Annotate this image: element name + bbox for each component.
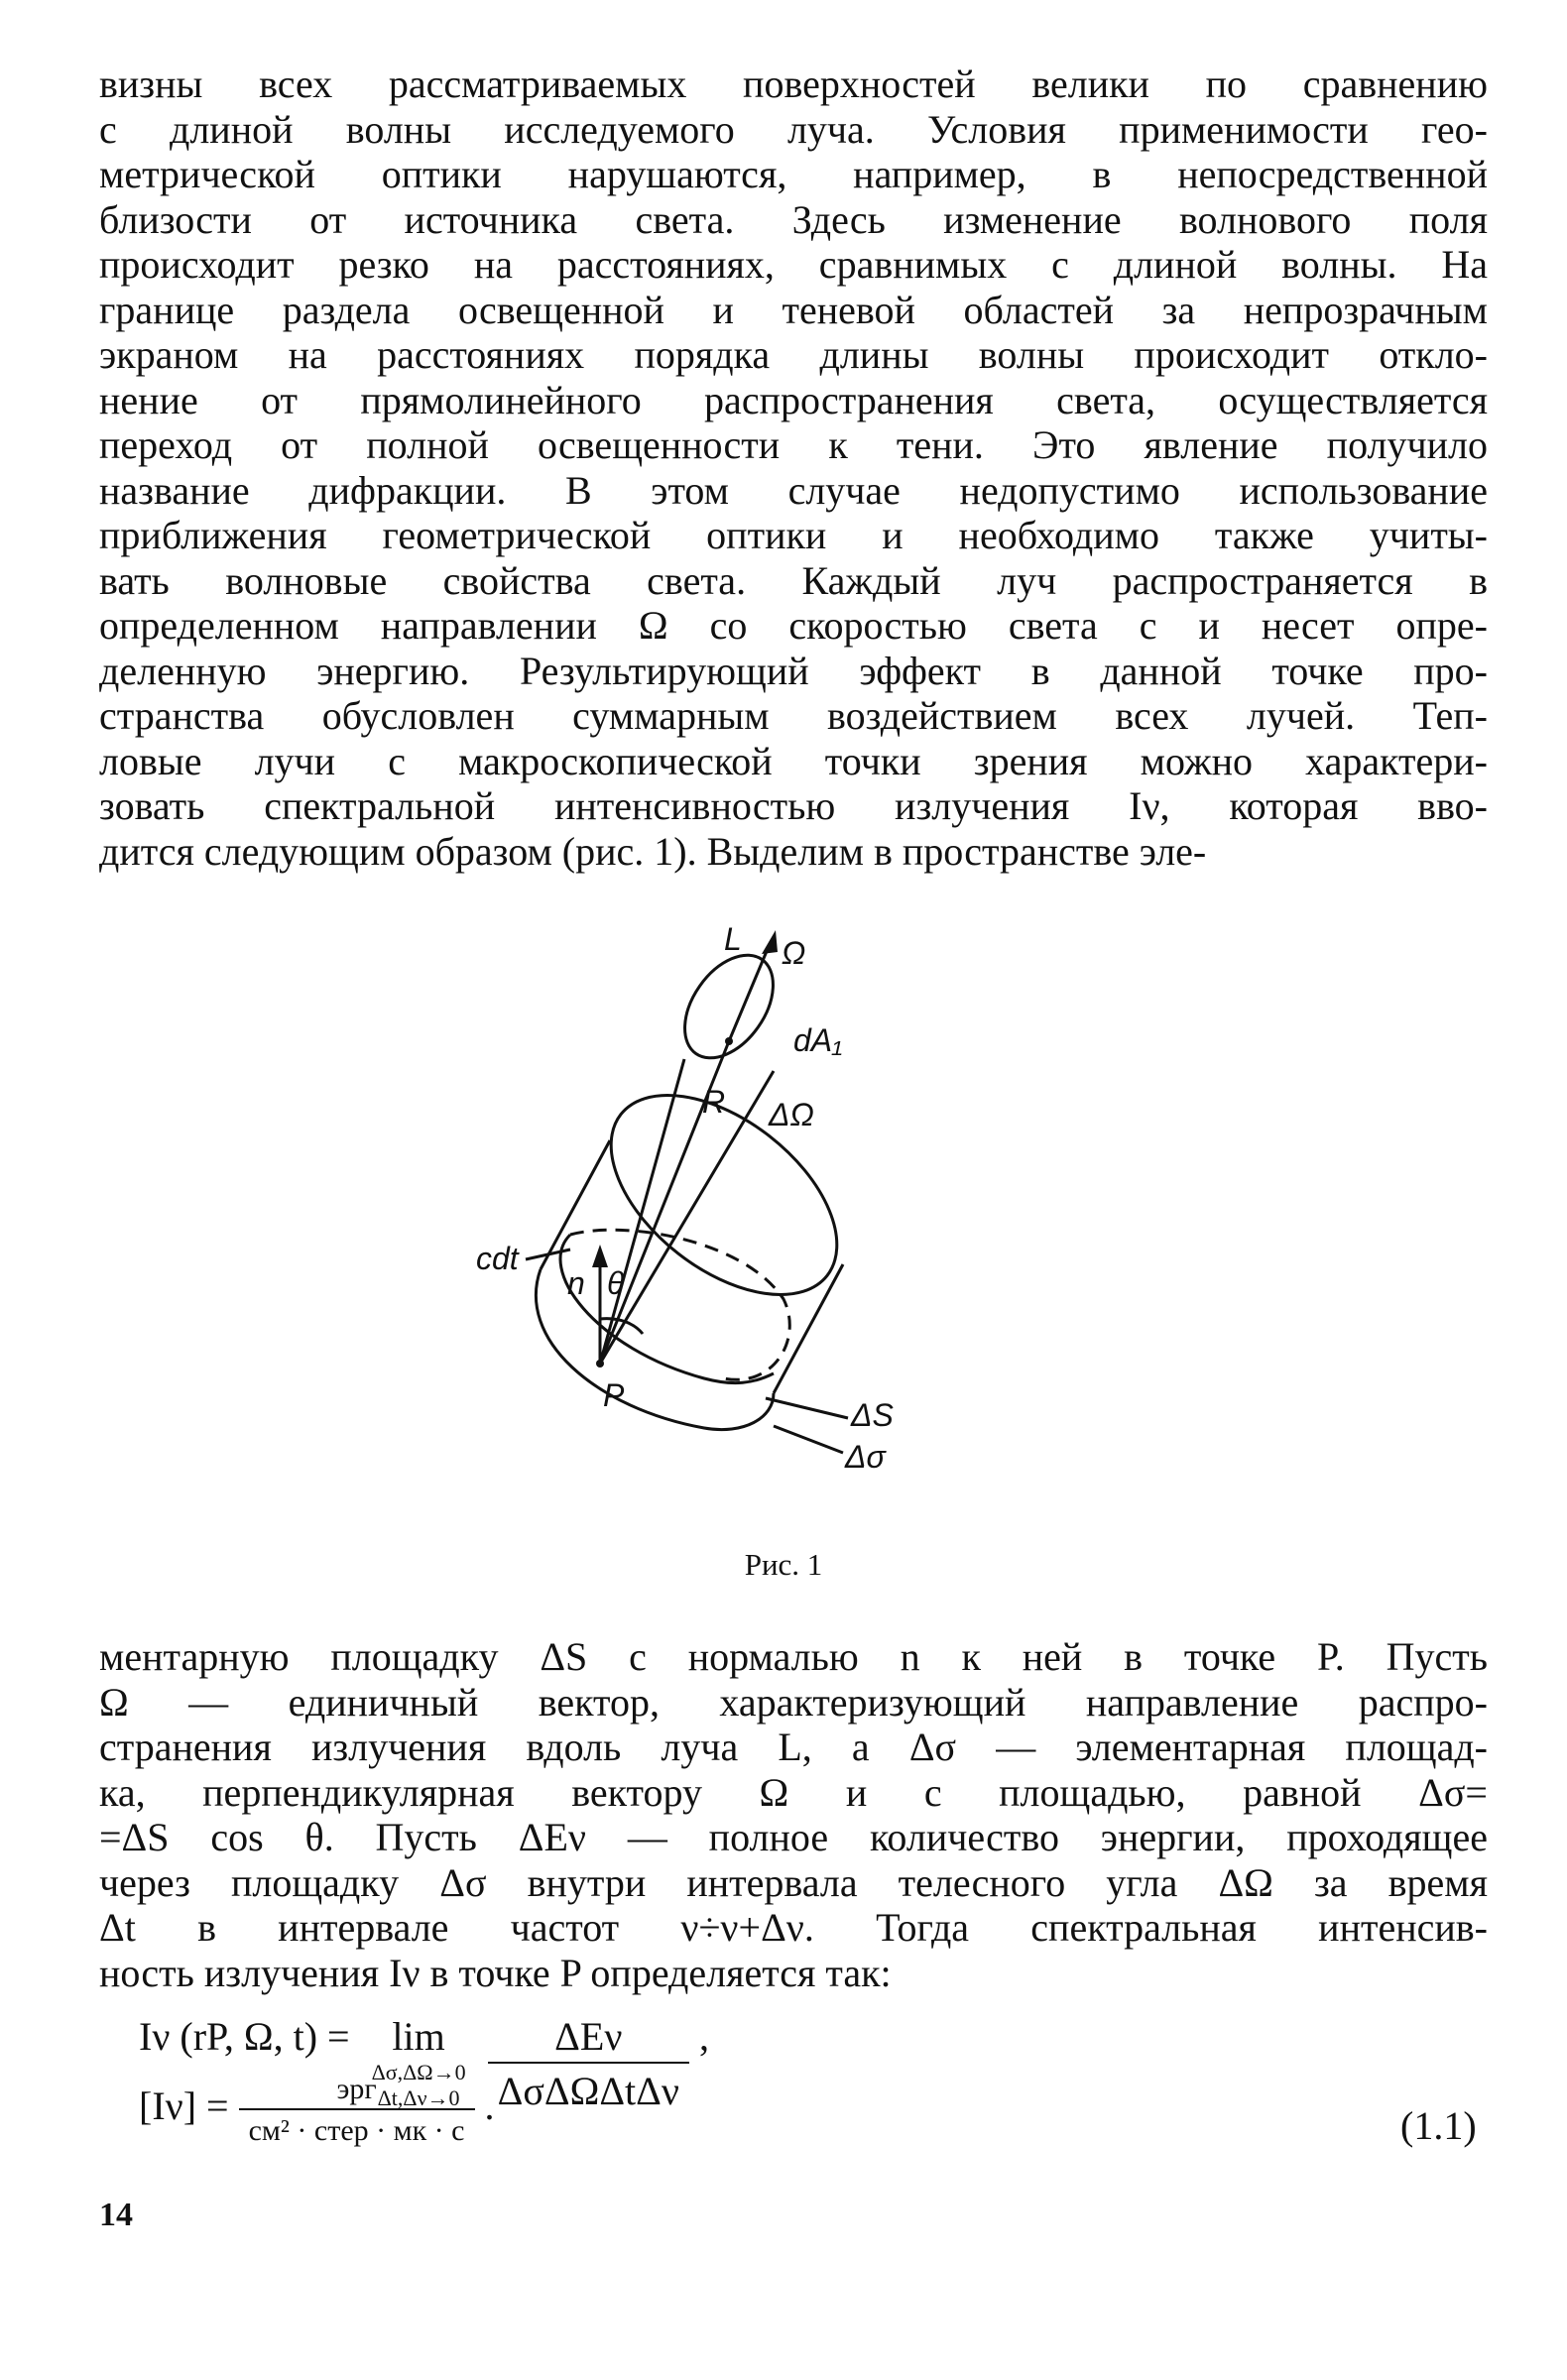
ray-line-right bbox=[600, 1071, 774, 1364]
text-line: метрической оптики нарушаются, например, в непосредственной bbox=[99, 152, 1488, 196]
paragraph-2 bbox=[99, 1634, 1488, 1995]
text-line: близости от источника света. Здесь изменение волнового поля bbox=[99, 196, 1488, 242]
normal-arrowhead bbox=[592, 1245, 608, 1267]
text-line: странства обусловлен суммарным воздействием всех лучей. Теп- bbox=[99, 693, 1488, 738]
paragraph-1 bbox=[99, 61, 1488, 874]
text-line: вать волновые свойства света. Каждый луч распространяется в bbox=[99, 557, 1488, 603]
figure-1 bbox=[476, 922, 1091, 1537]
leader-dsigma bbox=[774, 1426, 843, 1453]
formula-2-denominator: см² · стер · мк · с bbox=[248, 2114, 465, 2147]
text-line: дится следующим образом (рис. 1). Выделим в пространстве эле- bbox=[99, 828, 1207, 874]
text-line: определенном направлении Ω со скоростью света c и несет опре- bbox=[99, 603, 1488, 648]
text-line: происходит резко на расстояниях, сравнимых с длиной волны. На bbox=[99, 242, 1488, 287]
text-line: Δt в интервале частот ν÷ν+Δν. Тогда спектральная интенсив- bbox=[99, 1905, 1488, 1950]
leader-dS bbox=[766, 1398, 848, 1418]
label-L: L bbox=[724, 922, 742, 957]
text-line: зовать спектральной интенсивностью излучения Iν, которая вво- bbox=[99, 783, 1488, 828]
cylinder-side-right bbox=[774, 1264, 843, 1393]
label-P: P bbox=[603, 1377, 625, 1413]
label-R: R bbox=[702, 1084, 726, 1120]
label-dA1: dA₁ bbox=[793, 1022, 843, 1058]
text-line: визны всех рассматриваемых поверхностей велики по сравнению bbox=[99, 61, 1488, 106]
equation-number: (1.1) bbox=[1400, 2103, 1477, 2148]
page-number: 14 bbox=[99, 2197, 133, 2233]
text-line: ка, перпендикулярная вектору Ω и с площадью, равной Δσ= bbox=[99, 1769, 1488, 1815]
formula-2-trail: . bbox=[484, 2083, 495, 2129]
text-line: переход от полной освещенности к тени. Это явление получило bbox=[99, 422, 1488, 467]
formula-2 bbox=[139, 2073, 495, 2148]
point-P bbox=[596, 1360, 604, 1368]
formula-1-lhs: Iν (rP, Ω, t) = bbox=[139, 2014, 350, 2059]
text-line: =ΔS cos θ. Пусть ΔEν — полное количество энергии, проходящее bbox=[99, 1815, 1488, 1859]
text-line: Ω — единичный вектор, характеризующий направление распро- bbox=[99, 1679, 1488, 1725]
formula-1-lim-sub1: Δσ,ΔΩ→0 bbox=[371, 2060, 466, 2084]
formula-2-lhs: [Iν] = bbox=[139, 2083, 229, 2129]
formula-1-trail: , bbox=[698, 2014, 709, 2059]
text-line: границе раздела освещенной и теневой областей за непрозрачным bbox=[99, 287, 1488, 332]
text-line: странения излучения вдоль луча L, а Δσ — элементарная площад- bbox=[99, 1725, 1488, 1769]
formula-2-numerator: эрг bbox=[239, 2073, 475, 2110]
text-line: нение от прямолинейного распространения света, осуществляется bbox=[99, 377, 1488, 422]
ray-arrowhead bbox=[762, 930, 778, 954]
label-dsigma: Δσ bbox=[845, 1439, 886, 1475]
point-dA1 bbox=[725, 1037, 733, 1045]
label-dOmega: ΔΩ bbox=[769, 1097, 814, 1132]
figure-caption: Рис. 1 bbox=[744, 1547, 823, 1582]
text-line: ловые лучи с макроскопической точки зрения можно характери- bbox=[99, 738, 1488, 783]
text-line: ность излучения Iν в точке P определяется так: bbox=[99, 1950, 892, 1995]
label-n: n bbox=[567, 1265, 585, 1301]
formula-1-denominator: ΔσΔΩΔtΔν bbox=[497, 2069, 679, 2113]
text-line: ментарную площадку ΔS с нормалью n к ней в точке P. Пусть bbox=[99, 1634, 1488, 1679]
label-dS: ΔS bbox=[851, 1397, 894, 1433]
text-line: деленную энергию. Результирующий эффект в данной точке про- bbox=[99, 648, 1488, 693]
text-line: название дифракции. В этом случае недопустимо использование bbox=[99, 467, 1488, 513]
area-ellipse-solid bbox=[560, 1235, 774, 1383]
label-Omega: Ω bbox=[782, 935, 806, 971]
text-line: экраном на расстояниях порядка длины волны происходит откло- bbox=[99, 332, 1488, 377]
text-line: с длиной волны исследуемого луча. Условия применимости гео- bbox=[99, 106, 1488, 152]
formula-1-numerator: ΔEν bbox=[488, 2013, 689, 2064]
label-theta: θ bbox=[607, 1265, 625, 1301]
formula-1-lim: lim bbox=[392, 2014, 445, 2059]
formula-1-lim-sub2: Δt,Δν→0 bbox=[377, 2085, 460, 2110]
label-cdt: cdt bbox=[476, 1241, 519, 1276]
text-line: приближения геометрической оптики и необходимо также учиты- bbox=[99, 513, 1488, 557]
area-dA1-ellipse bbox=[666, 939, 791, 1074]
text-line: через площадку Δσ внутри интервала телесного угла ΔΩ за время bbox=[99, 1859, 1488, 1905]
